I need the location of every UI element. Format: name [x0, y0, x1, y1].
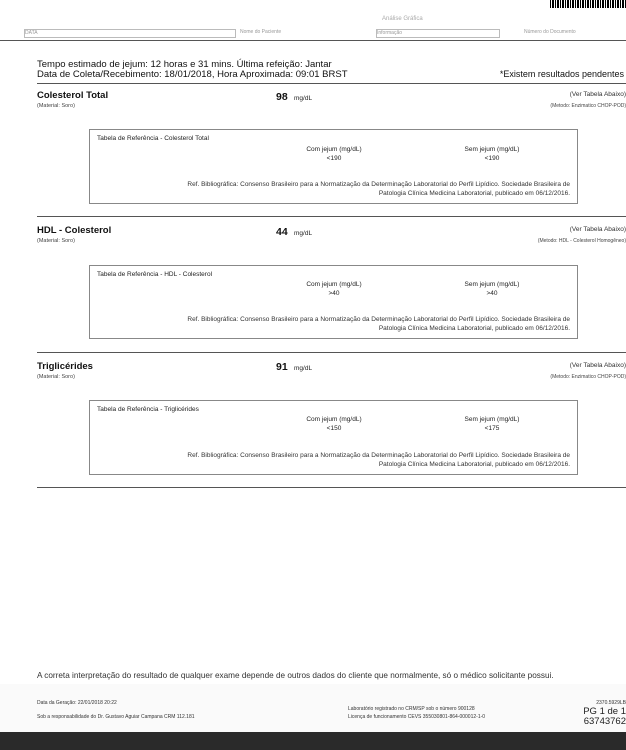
fasting-value: >40: [328, 290, 340, 297]
header-field-patient: Nome do Paciente: [240, 29, 282, 35]
bibliography-line: Patologia Clínica Medicina Laboratorial, publicado em 06/12/2016.: [378, 461, 570, 468]
bottom-bar: [0, 732, 626, 750]
page-number: PG 1 de 1: [583, 706, 626, 717]
fasting-column: [294, 415, 374, 433]
section-divider: [37, 83, 626, 84]
test-value: 98: [276, 91, 288, 103]
fasting-column: [294, 145, 374, 163]
lab-registry: Laboratório registrado no CRM/SP sob o número 900128: [348, 706, 475, 712]
reference-table: [89, 265, 578, 339]
fasting-info: Tempo estimado de jejum: 12 horas e 31 mins. Última refeição: Jantar: [37, 59, 332, 70]
nonfasting-column: [452, 145, 532, 163]
test-unit: mg/dL: [294, 365, 313, 372]
fasting-label: Com jejum (mg/dL): [306, 281, 362, 288]
bibliography-line: Ref. Bibliográfica: Consenso Brasileiro para a Normatização da Determinação Laboratorial do Perfil Lipídico. Sociedade Brasileira de: [187, 181, 570, 188]
bibliography-line: Ref. Bibliográfica: Consenso Brasileiro para a Normatização da Determinação Laboratorial do Perfil Lipídico. Sociedade Brasileira de: [187, 452, 570, 459]
test-name: Colesterol Total: [37, 90, 109, 101]
bibliography-line: Patologia Clínica Medicina Laboratorial, publicado em 06/12/2016.: [378, 325, 570, 332]
test-unit: mg/dL: [294, 95, 313, 102]
nonfasting-column: [452, 280, 532, 298]
section-divider: [37, 352, 626, 353]
header-strip: [0, 14, 626, 40]
test-name: HDL - Colesterol: [37, 225, 112, 236]
fasting-value: <150: [326, 425, 342, 432]
bibliography-line: Patologia Clínica Medicina Laboratorial, publicado em 06/12/2016.: [378, 190, 570, 197]
test-material: (Material: Soro): [37, 103, 75, 109]
test-material: (Material: Soro): [37, 374, 75, 380]
nonfasting-value: <175: [484, 425, 500, 432]
test-unit: mg/dL: [294, 230, 313, 237]
footer: [0, 684, 626, 732]
nonfasting-label: Sem jejum (mg/dL): [464, 281, 520, 288]
fasting-column: [294, 280, 374, 298]
barcode: [550, 0, 626, 8]
test-method: (Metodo: Enzimatico CHOP-POD): [550, 374, 626, 380]
test-method: (Metodo: HDL - Colesterol Homogêneo): [537, 238, 626, 244]
document-code: 2370.5929LB: [596, 700, 626, 706]
see-table-note: (Ver Tabela Abaixo): [569, 91, 626, 98]
generation-date: Data da Geração: 22/01/2018 20:22: [37, 700, 117, 706]
collection-info: Data de Coleta/Recebimento: 18/01/2018, Hora Aproximada: 09:01 BRST: [37, 69, 348, 80]
test-method: (Metodo: Enzimatico CHOP-POD): [550, 103, 626, 109]
header-field-document: Número do Documento: [524, 29, 576, 35]
bibliography-line: Ref. Bibliográfica: Consenso Brasileiro para a Normatização da Determinação Laboratorial do Perfil Lipídico. Sociedade Brasileira de: [187, 316, 570, 323]
reference-title: Tabela de Referência - HDL - Colesterol: [97, 271, 213, 278]
nonfasting-label: Sem jejum (mg/dL): [464, 416, 520, 423]
footer-note: A correta interpretação do resultado de qualquer exame depende de outros dados do cliente que normalmente, só o médico solicitante possui.: [37, 671, 554, 680]
document-number: 63743762: [583, 716, 626, 727]
reference-title: Tabela de Referência - Colesterol Total: [97, 135, 209, 142]
nonfasting-value: >40: [486, 290, 498, 297]
bibliography: [100, 315, 570, 333]
reference-title: Tabela de Referência - Triglicérides: [97, 406, 199, 413]
bibliography: [100, 451, 570, 469]
fasting-value: <190: [326, 155, 342, 162]
operating-license: Licença de funcionamento CEVS 355030801-864-000012-1-0: [348, 714, 486, 720]
pending-note: *Existem resultados pendentes: [499, 69, 624, 79]
test-value: 91: [276, 361, 288, 373]
header-divider: [0, 40, 626, 41]
responsible-doctor: Sob a responsabilidade do Dr. Gustavo Aguiar Campana CRM 112.181: [37, 714, 195, 720]
fasting-label: Com jejum (mg/dL): [306, 146, 362, 153]
section-divider: [37, 487, 626, 488]
nonfasting-value: <190: [484, 155, 500, 162]
header-field-date: DATA: [24, 29, 236, 38]
bibliography: [100, 180, 570, 198]
reference-table: [89, 400, 578, 475]
nonfasting-column: [452, 415, 532, 433]
reference-table: [89, 129, 578, 204]
section-divider: [37, 216, 626, 217]
header-title: Análise Gráfica: [382, 16, 423, 22]
header-field-info: Informação: [376, 29, 500, 38]
test-name: Triglicérides: [37, 361, 93, 372]
see-table-note: (Ver Tabela Abaixo): [569, 362, 626, 369]
test-material: (Material: Soro): [37, 238, 75, 244]
nonfasting-label: Sem jejum (mg/dL): [464, 146, 520, 153]
fasting-label: Com jejum (mg/dL): [306, 416, 362, 423]
see-table-note: (Ver Tabela Abaixo): [569, 226, 626, 233]
test-value: 44: [276, 226, 288, 238]
